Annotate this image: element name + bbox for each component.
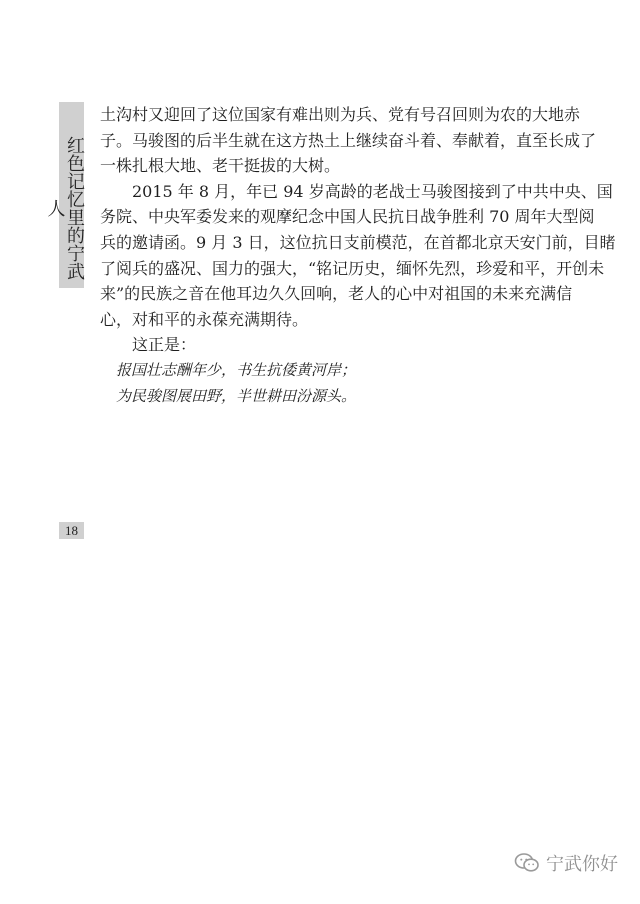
- paragraph-1: [100, 102, 597, 179]
- text-line: 子。马骏图的后半生就在这方热土上继续奋斗着、奉献着，直至长成了: [100, 130, 597, 150]
- text-line: 了阅兵的盛况、国力的强大，“铭记历史，缅怀先烈，珍爱和平，开创未: [100, 258, 605, 278]
- poem-line: 为民骏图展田野，半世耕田汾源头。: [116, 386, 357, 405]
- paragraph-2: [100, 179, 616, 333]
- running-header-tab: [44, 102, 85, 288]
- watermark: [514, 850, 618, 876]
- text-line: 土沟村又迎回了这位国家有难出则为兵、党有号召回则为农的大地赤: [100, 105, 581, 124]
- text-line: 来”的民族之音在他耳边久久回响，老人的心中对祖国的未来充满信: [100, 284, 573, 304]
- wechat-account-icon: [514, 852, 540, 874]
- watermark-text: 宁武你好: [546, 854, 618, 875]
- body-text: [100, 102, 616, 409]
- text-line: 心，对和平的永葆充满期待。: [100, 309, 309, 329]
- poem: [100, 358, 580, 409]
- text-line: 2015 年 8 月，年已 94 岁高龄的老战士马骏图接到了中共中央、国: [132, 181, 613, 201]
- poem-line: 报国壮志酬年少，书生抗倭黄河岸；: [116, 360, 357, 379]
- text-line: 一株扎根大地、老干挺拔的大树。: [100, 156, 341, 176]
- text-line: 兵的邀请函。9 月 3 日，这位抗日支前模范，在首都北京天安门前，目睹: [100, 232, 616, 252]
- page-number-tab: [59, 522, 84, 539]
- page-number: 18: [65, 523, 78, 538]
- poem-intro: 这正是：: [132, 335, 197, 355]
- book-title: 红色记忆里的宁武人: [44, 136, 85, 280]
- text-line: 务院、中央军委发来的观摩纪念中国人民抗日战争胜利 70 周年大型阅: [100, 207, 595, 227]
